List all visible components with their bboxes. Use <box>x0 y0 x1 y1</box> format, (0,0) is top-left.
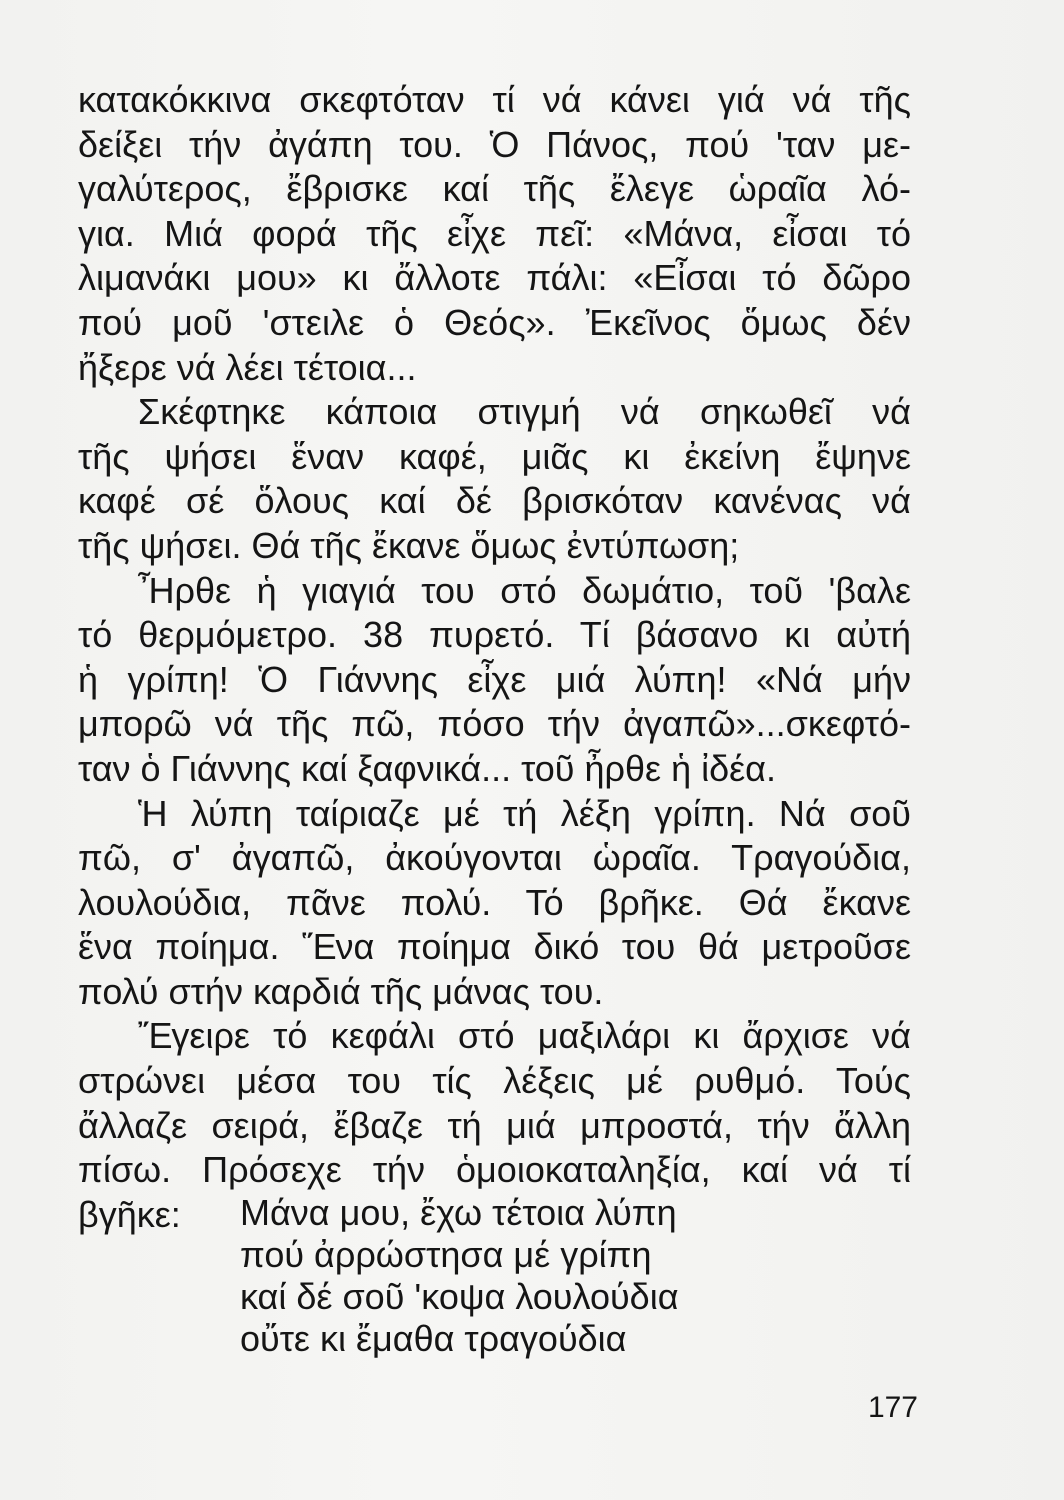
poem <box>240 1192 840 1360</box>
text-line: πολύ στήν καρδιά τῆς μάνας του. <box>78 970 604 1012</box>
text-line: δείξει τήν ἀγάπη του. Ὁ Πάνος, πού 'ταν με- <box>78 123 911 165</box>
text-line: στρώνει μέσα του τίς λέξεις μέ ρυθμό. Τούς <box>78 1060 911 1102</box>
text-line: για. Μιά φορά τῆς εἶχε πεῖ: «Μάνα, εἶσαι τό <box>78 212 911 254</box>
page-number: 177 <box>867 1391 918 1424</box>
text-line: καφέ σέ ὅλους καί δέ βρισκόταν κανένας νά <box>78 480 911 522</box>
text-line: πού μοῦ 'στειλε ὁ Θεός». Ἐκεῖνος ὅμως δέν <box>78 301 911 343</box>
text-line: ἤξερε νά λέει τέτοια... <box>78 346 417 388</box>
text-line: τῆς ψήσει ἕναν καφέ, μιᾶς κι ἐκείνη ἔψηνε <box>78 435 911 477</box>
text-line: λουλούδια, πᾶνε πολύ. Τό βρῆκε. Θά ἔκανε <box>78 881 911 923</box>
text-line: Ἔγειρε τό κεφάλι στό μαξιλάρι κι ἄρχισε νά <box>138 1015 911 1057</box>
text-line: βγῆκε: <box>78 1193 181 1235</box>
text-line: κατακόκκινα σκεφτόταν τί νά κάνει γιά νά τῆς <box>78 79 911 120</box>
body-text <box>78 78 911 1237</box>
poem-verse: πού ἀρρώστησα μέ γρίπη <box>240 1234 652 1275</box>
text-line: Ἦρθε ἡ γιαγιά του στό δωμάτιο, τοῦ 'βαλε <box>138 569 911 611</box>
text-line: γαλύτερος, ἔβρισκε καί τῆς ἔλεγε ὡραῖα λό- <box>78 168 911 210</box>
text-line: Σκέφτηκε κάποια στιγμή νά σηκωθεῖ νά <box>138 391 911 433</box>
text-line: ἄλλαζε σειρά, ἔβαζε τή μιά μπροστά, τήν ἄλλη <box>78 1104 911 1146</box>
text-line: πίσω. Πρόσεχε τήν ὁμοιοκαταληξία, καί νά τί <box>78 1149 911 1191</box>
text-line: τό θερμόμετρο. 38 πυρετό. Τί βάσανο κι αὐτή <box>78 614 911 656</box>
text-line: λιμανάκι μου» κι ἄλλοτε πάλι: «Εἶσαι τό δῶρο <box>78 257 911 299</box>
text-line: ἕνα ποίημα. Ἕνα ποίημα δικό του θά μετροῦσε <box>78 926 911 968</box>
text-line: τῆς ψήσει. Θά τῆς ἔκανε ὅμως ἐντύπωση; <box>78 524 740 566</box>
text-line: μπορῶ νά τῆς πῶ, πόσο τήν ἀγαπῶ»...σκεφτό- <box>78 703 911 745</box>
text-line: ἡ γρίπη! Ὁ Γιάννης εἶχε μιά λύπη! «Νά μήν <box>78 658 911 700</box>
text-line: Ἡ λύπη ταίριαζε μέ τή λέξη γρίπη. Νά σοῦ <box>138 792 911 834</box>
text-line: πῶ, σ' ἀγαπῶ, ἀκούγονται ὡραῖα. Τραγούδια, <box>78 837 911 879</box>
poem-verse: Μάνα μου, ἔχω τέτοια λύπη <box>240 1192 677 1233</box>
poem-verse: οὔτε κι ἔμαθα τραγούδια <box>240 1318 627 1359</box>
text-line: ταν ὁ Γιάννης καί ξαφνικά... τοῦ ἦρθε ἡ ἰδέα. <box>78 747 776 789</box>
poem-verse: καί δέ σοῦ 'κοψα λουλούδια <box>240 1276 679 1317</box>
